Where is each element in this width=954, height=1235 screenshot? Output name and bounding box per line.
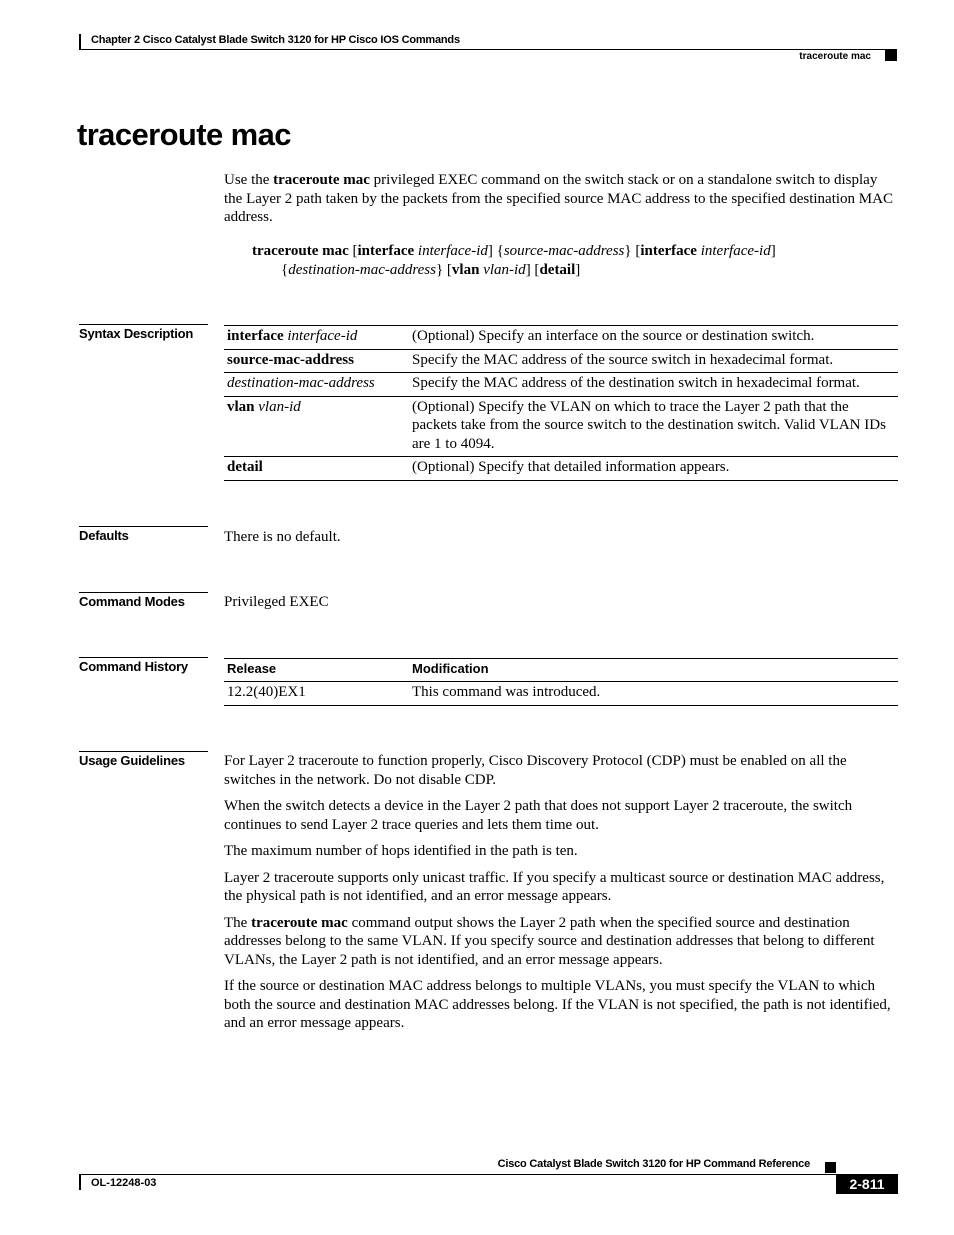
syntax-keyword-detail: detail <box>539 262 576 278</box>
param-cell <box>224 396 409 457</box>
section-label-syntax-description: Syntax Description <box>79 324 208 341</box>
section-label-command-history: Command History <box>79 657 208 674</box>
param-cell <box>224 326 409 350</box>
footer-square-marker <box>825 1162 836 1173</box>
syntax-keyword-vlan: vlan <box>451 262 480 278</box>
header-chapter: Chapter 2 Cisco Catalyst Blade Switch 3120 for HP Cisco IOS Commands <box>91 34 460 46</box>
header-bar <box>79 34 81 50</box>
intro-paragraph <box>224 171 896 227</box>
param-cell <box>224 349 409 373</box>
syntax-bracket: { <box>281 262 289 278</box>
syntax-arg-interface-id: interface-id <box>417 243 488 259</box>
syntax-bracket: } [ <box>435 262 452 278</box>
intro-command: traceroute mac <box>273 172 370 188</box>
footer-rule <box>79 1174 897 1175</box>
syntax-line-1 <box>252 242 892 261</box>
usage-command: traceroute mac <box>251 914 348 931</box>
usage-paragraph: When the switch detects a device in the Layer 2 path that does not support Layer 2 traceroute, the switch continues to send Layer 2 trace queries and lets them time out. <box>224 798 853 833</box>
syntax-arg-interface-id: interface-id <box>700 243 771 259</box>
footer-book-title: Cisco Catalyst Blade Switch 3120 for HP Command Reference <box>497 1158 810 1170</box>
section-label-command-modes: Command Modes <box>79 592 208 609</box>
syntax-keyword-interface: interface <box>357 243 415 259</box>
table-row <box>224 457 898 481</box>
intro-post: privileged EXEC command on the switch stack or on a standalone switch to display the Layer 2 path taken by the packets from the specified source MAC address to the specified destination MAC address. <box>224 172 893 225</box>
syntax-command: traceroute mac <box>252 243 349 259</box>
syntax-arg-destination-mac: destination-mac-address <box>288 262 436 278</box>
param-description: (Optional) Specify an interface on the source or destination switch. <box>412 328 815 344</box>
param-keyword: vlan <box>227 398 255 415</box>
param-keyword: source-mac-address <box>227 351 354 368</box>
footer-bar <box>79 1174 81 1190</box>
param-description: (Optional) Specify the VLAN on which to trace the Layer 2 path that the packets take from the source switch to the destination switch. Valid VLAN IDs are 1 to 4094. <box>412 398 886 452</box>
usage-paragraph <box>224 914 898 970</box>
header-section: traceroute mac <box>799 51 871 62</box>
release-cell: 12.2(40)EX1 <box>227 684 306 700</box>
table-row <box>224 373 898 397</box>
usage-text: The <box>224 914 252 931</box>
syntax-bracket: ] <box>575 262 581 278</box>
param-keyword: detail <box>227 459 263 475</box>
section-label-defaults: Defaults <box>79 526 208 543</box>
table-row <box>224 682 898 706</box>
column-header-release: Release <box>227 661 277 676</box>
defaults-text: There is no default. <box>224 529 341 545</box>
syntax-description-table <box>224 325 898 481</box>
param-description: Specify the MAC address of the source switch in hexadecimal format. <box>412 351 834 368</box>
param-argument: interface-id <box>287 328 358 344</box>
modification-cell: This command was introduced. <box>412 684 601 700</box>
param-description: (Optional) Specify that detailed information appears. <box>412 459 730 475</box>
section-label-usage-guidelines: Usage Guidelines <box>79 751 208 768</box>
syntax-bracket: [ <box>348 243 358 259</box>
param-cell <box>224 457 409 481</box>
table-header-row <box>224 659 898 682</box>
param-argument: vlan-id <box>258 398 301 415</box>
usage-guidelines <box>224 752 898 1041</box>
syntax-arg-vlan-id: vlan-id <box>483 262 526 278</box>
syntax-bracket: ] [ <box>525 262 540 278</box>
command-history-table <box>224 658 898 706</box>
param-keyword: interface <box>227 328 284 344</box>
usage-paragraph: For Layer 2 traceroute to function properly, Cisco Discovery Protocol (CDP) must be enabled on all the switches in the network. Do not disable CDP. <box>224 753 847 788</box>
syntax-bracket: ] { <box>487 243 504 259</box>
param-cell <box>224 373 409 397</box>
page-title: traceroute mac <box>77 117 291 152</box>
param-argument: destination-mac-address <box>227 375 375 391</box>
intro-pre: Use the <box>224 172 274 188</box>
table-row <box>224 326 898 350</box>
command-modes-text: Privileged EXEC <box>224 594 329 610</box>
usage-paragraph: If the source or destination MAC address belongs to multiple VLANs, you must specify the VLAN to which both the source and destination MAC addresses belong. If the VLAN is not specified, the path is not identified, and an error message appears. <box>224 978 891 1031</box>
usage-paragraph: The maximum number of hops identified in the path is ten. <box>224 843 578 859</box>
footer-page-number: 2-811 <box>836 1174 898 1194</box>
table-row <box>224 396 898 457</box>
usage-text: command output shows the Layer 2 path when the specified source and destination addresses belong to the same VLAN. If you specify source and destination addresses that belong to different VLANs, the Layer 2 path is not identified, and an error message appears. <box>224 914 875 968</box>
usage-paragraph: Layer 2 traceroute supports only unicast traffic. If you specify a multicast source or destination MAC address, the physical path is not identified, and an error message appears. <box>224 869 885 904</box>
param-description: Specify the MAC address of the destination switch in hexadecimal format. <box>412 375 860 391</box>
header-square-marker <box>885 50 897 61</box>
syntax-keyword-interface: interface <box>640 243 697 259</box>
command-syntax <box>252 242 892 280</box>
table-row <box>224 349 898 373</box>
syntax-bracket: ] <box>770 243 776 259</box>
header-rule <box>79 49 897 50</box>
syntax-bracket: } [ <box>624 243 641 259</box>
syntax-arg-source-mac: source-mac-address <box>503 243 625 259</box>
syntax-line-2 <box>252 261 892 280</box>
column-header-modification: Modification <box>412 661 489 676</box>
footer-doc-number: OL-12248-03 <box>91 1177 157 1189</box>
